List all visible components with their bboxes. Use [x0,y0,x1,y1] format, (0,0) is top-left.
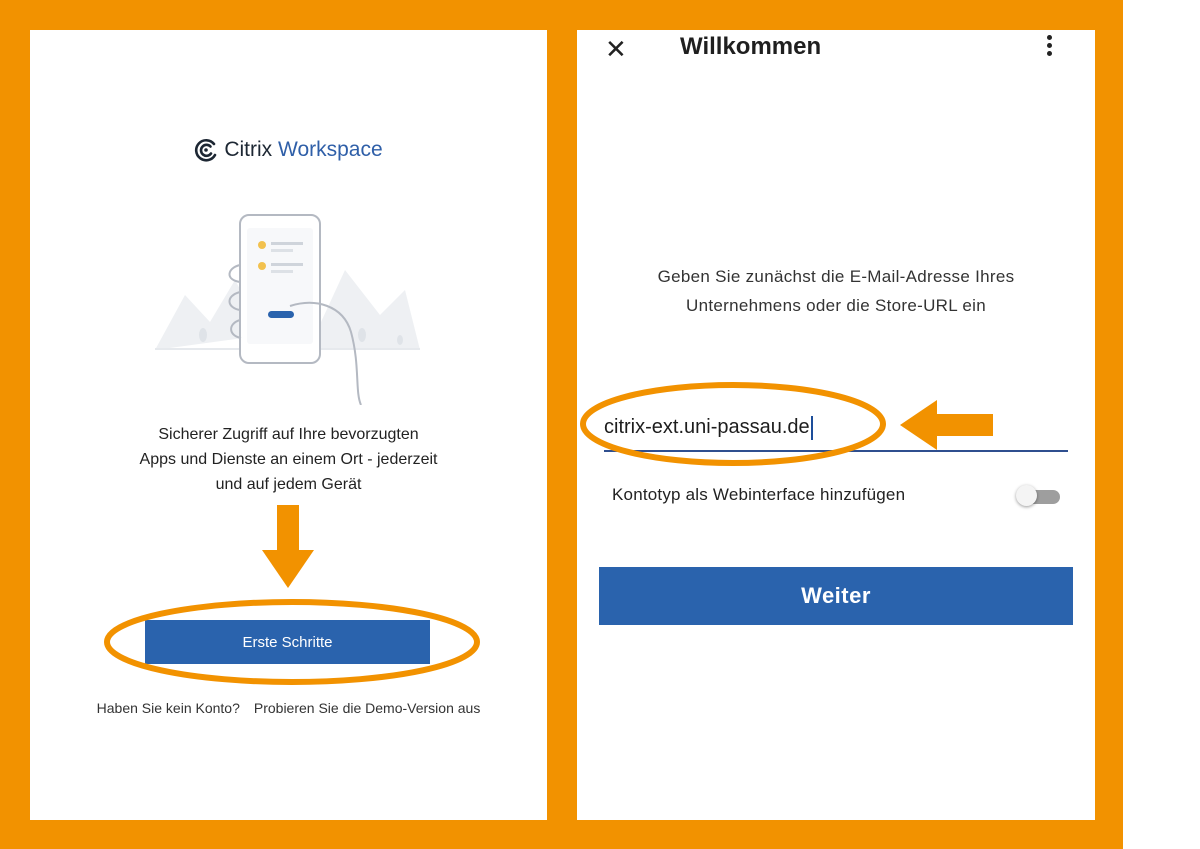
tagline-line-3: und auf jedem Gerät [215,476,362,493]
more-vertical-icon[interactable] [1047,35,1053,59]
webinterface-toggle-label: Kontotyp als Webinterface hinzufügen [612,485,906,504]
instruction-text [597,262,1075,320]
store-url-input[interactable] [604,412,1068,452]
tagline-line-2: Apps und Dienste an einem Ort - jederzeit [139,451,438,468]
phone-in-hand-illustration [155,210,420,405]
demo-prompt [30,700,547,716]
webinterface-toggle[interactable] [1016,488,1060,504]
toggle-knob [1016,485,1037,506]
welcome-screen [30,30,547,820]
text-caret [811,416,813,440]
store-url-value: citrix-ext.uni-passau.de [604,416,810,438]
tagline-line-1: Sicherer Zugriff auf Ihre bevorzugten [158,426,419,443]
no-account-text: Haben Sie kein Konto? [96,700,240,716]
instruction-line-2: Unternehmens oder die Store-URL ein [686,296,986,315]
demo-version-link[interactable]: Probieren Sie die Demo-Version aus [253,700,481,716]
next-button[interactable]: Weiter [599,567,1073,625]
close-icon[interactable]: ✕ [605,34,627,64]
citrix-workspace-logo [30,138,547,162]
brand-name-workspace: Workspace [278,138,383,161]
get-started-button[interactable]: Erste Schritte [145,620,430,664]
page-title: Willkommen [680,33,822,60]
instruction-line-1: Geben Sie zunächst die E-Mail-Adresse Ihres [657,267,1015,286]
brand-name-citrix: Citrix [224,138,273,161]
tagline [90,422,487,497]
citrix-logo-icon [194,138,218,162]
add-account-screen [577,30,1095,820]
